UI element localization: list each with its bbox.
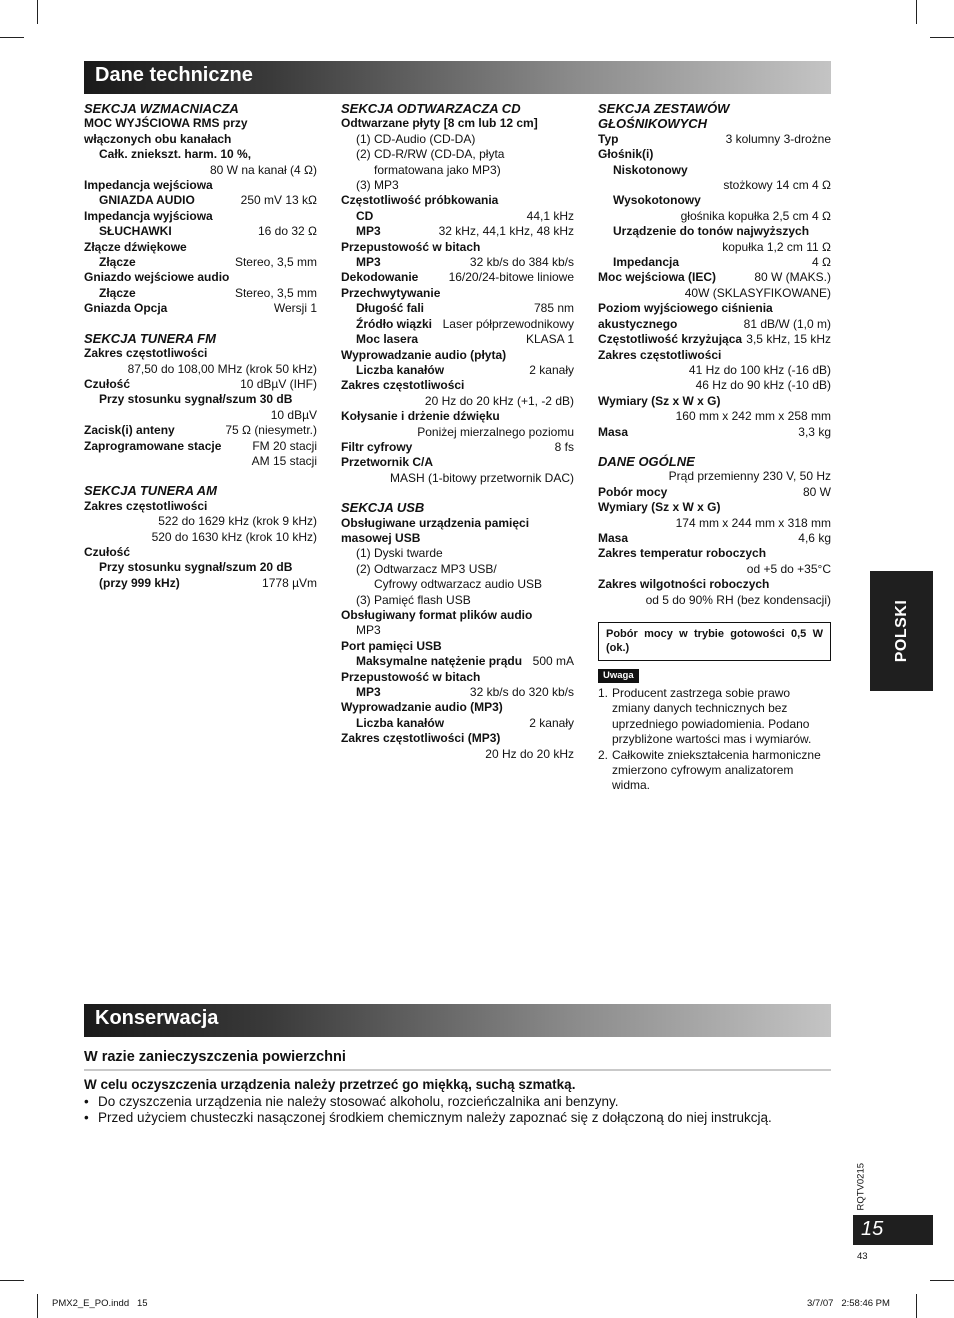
spec-row <box>84 423 317 438</box>
page-number-box <box>853 1215 933 1245</box>
spec-value: 8 fs <box>554 439 574 454</box>
spec-key: SŁUCHAWKI <box>99 224 172 239</box>
divider <box>84 1069 831 1071</box>
spec-label: Przepustowość w bitach <box>341 239 481 254</box>
spec-label: Kołysanie i drżenie dźwięku <box>341 409 500 424</box>
spec-key: Gniazda Opcja <box>84 301 168 316</box>
sub-page-number: 43 <box>857 1251 868 1262</box>
print-timestamp: 3/7/07 2:58:46 PM <box>807 1298 890 1309</box>
spec-row <box>598 425 831 440</box>
spec-row <box>84 377 317 392</box>
spec-value: 32 kb/s do 384 kb/s <box>469 255 574 270</box>
spec-key: (przy 999 kHz) <box>99 575 180 590</box>
spec-label: Zakres częstotliwości (MP3) <box>341 731 501 746</box>
spec-value: 3,3 kg <box>798 424 831 439</box>
spec-key: Zacisk(i) anteny <box>84 423 175 438</box>
spec-label: Niskotonowy <box>613 162 688 177</box>
spec-value: 20 Hz do 20 kHz (+1, -2 dB) <box>424 393 574 408</box>
crop-mark <box>930 37 954 38</box>
spec-row <box>84 439 317 454</box>
spec-value: 20 Hz do 20 kHz <box>485 746 574 761</box>
spec-label: Gniazdo wejściowe audio <box>84 270 230 285</box>
spec-key: MP3 <box>356 685 381 700</box>
spec-value: Wersji 1 <box>273 301 317 316</box>
spec-row <box>598 317 831 332</box>
spec-key: Czułość <box>84 376 131 391</box>
note-item <box>598 686 831 748</box>
spec-row <box>598 332 831 347</box>
crop-mark <box>916 0 917 24</box>
spec-key: MP3 <box>356 255 381 270</box>
spec-value: 32 kHz, 44,1 kHz, 48 kHz <box>438 224 574 239</box>
spec-row <box>341 363 574 378</box>
spec-value: 500 mA <box>532 654 574 669</box>
spec-value: od 5 do 90% RH (bez kondensacji) <box>645 592 831 607</box>
spec-label: włączonych obu kanałach <box>84 131 232 146</box>
notes-list <box>598 686 831 794</box>
spec-label: Zakres częstotliwości <box>341 378 465 393</box>
spec-value: 4,6 kg <box>798 530 831 545</box>
spec-value: od +5 do +35°C <box>746 561 831 576</box>
spec-row <box>84 576 317 591</box>
spec-key: Źródło wiązki <box>356 316 433 331</box>
spec-value: 80 W (MAKS.) <box>754 270 831 285</box>
spec-row <box>341 654 574 669</box>
spec-row <box>341 685 574 700</box>
spec-column-1 <box>84 101 317 591</box>
spec-key: Maksymalne natężenie prądu <box>356 654 523 669</box>
spec-value: 160 mm x 242 mm x 258 mm <box>675 409 831 424</box>
spec-label: Impedancja wejściowa <box>84 178 213 193</box>
spec-label: Czułość <box>84 544 131 559</box>
spec-key: akustycznego <box>598 316 678 331</box>
spec-row <box>598 132 831 147</box>
maintenance-bullet: • Przed użyciem chusteczki nasączonej środkiem chemicznym należy zapoznać się z dołączoną do niej instrukcją. <box>84 1110 831 1127</box>
spec-column-3 <box>598 101 831 794</box>
spec-row <box>598 255 831 270</box>
note-item <box>598 748 831 794</box>
spec-value: 174 mm x 244 mm x 318 mm <box>675 515 831 530</box>
section-header-fm: SEKCJA TUNERA FM <box>84 330 216 346</box>
spec-key: GNIAZDA AUDIO <box>99 193 195 208</box>
spec-row <box>341 224 574 239</box>
spec-value: 16 do 32 Ω <box>257 224 317 239</box>
spec-key: Długość fali <box>356 301 425 316</box>
spec-value: 32 kb/s do 320 kb/s <box>469 685 574 700</box>
spec-key: Moc wejściowa (IEC) <box>598 270 717 285</box>
note-number: 1. <box>598 686 609 700</box>
spec-key: Typ <box>598 131 619 146</box>
spec-value: (2) Odtwarzacz MP3 USB/ <box>356 561 497 576</box>
spec-value: 46 Hz do 90 kHz (-10 dB) <box>695 378 831 393</box>
spec-row <box>598 531 831 546</box>
spec-label: Wymiary (Sz x W x G) <box>598 500 721 515</box>
spec-value: 3,5 kHz, 15 kHz <box>746 332 831 347</box>
spec-label: Wyprowadzanie audio (MP3) <box>341 700 503 715</box>
spec-label: masowej USB <box>341 530 421 545</box>
spec-value: 75 Ω (niesymetr.) <box>225 423 317 438</box>
spec-label: Zakres częstotliwości <box>84 498 208 513</box>
spec-row <box>84 301 317 316</box>
crop-mark <box>37 1294 38 1318</box>
spec-label: Przechwytywanie <box>341 285 441 300</box>
spec-value: MASH (1-bitowy przetwornik DAC) <box>389 470 574 485</box>
spec-label: Wyprowadzanie audio (płyta) <box>341 347 507 362</box>
language-tab-label: POLSKI <box>892 599 910 663</box>
page-number: 15 <box>861 1218 884 1240</box>
section-header-usb: SEKCJA USB <box>341 500 425 516</box>
note-text: Producent zastrzega sobie prawo zmiany danych technicznych bez uprzedniego powiadomienia. Podano przybliżone wartości mas i wymiarów. <box>612 686 812 747</box>
spec-label: Przepustowość w bitach <box>341 669 481 684</box>
spec-label: Wysokotonowy <box>613 193 701 208</box>
spec-value: Laser półprzewodnikowy <box>442 316 574 331</box>
document-code: RQTV0215 <box>855 1162 867 1211</box>
crop-mark <box>0 37 24 38</box>
spec-value: 87,50 do 108,00 MHz (krok 50 kHz) <box>127 361 317 376</box>
note-number: 2. <box>598 747 609 762</box>
maintenance-body <box>84 1077 831 1127</box>
section-header-speakers-line2: GŁOŚNIKOWYCH <box>598 116 708 132</box>
spec-key: CD <box>356 208 374 223</box>
spec-value: Prąd przemienny 230 V, 50 Hz <box>668 469 831 484</box>
spec-value: KLASA 1 <box>525 332 574 347</box>
maintenance-subtitle: W razie zanieczyszczenia powierzchni <box>84 1049 346 1065</box>
spec-value: 3 kolumny 3-drożne <box>725 131 831 146</box>
spec-column-2 <box>341 101 574 762</box>
spec-value: 41 Hz do 100 kHz (-16 dB) <box>688 362 831 377</box>
spec-row <box>341 440 574 455</box>
spec-label: Zakres temperatur roboczych <box>598 546 767 561</box>
spec-label: Port pamięci USB <box>341 638 442 653</box>
spec-value: (2) CD-R/RW (CD-DA, płyta <box>356 147 505 162</box>
spec-value: MP3 <box>356 623 381 638</box>
spec-value: (3) Pamięć flash USB <box>356 592 471 607</box>
note-badge: Uwaga <box>598 669 639 683</box>
spec-value: 44,1 kHz <box>526 208 574 223</box>
maintenance-bullet: • Do czyszczenia urządzenia nie należy stosować alkoholu, rozcieńczalnika ani benzyny. <box>84 1094 831 1111</box>
spec-label: Złącze dźwiękowe <box>84 239 187 254</box>
spec-value: kopułka 1,2 cm 11 Ω <box>722 239 831 254</box>
spec-value: Stereo, 3,5 mm <box>234 255 317 270</box>
standby-power-notice: Pobór mocy w trybie gotowości 0,5 W (ok.) <box>598 622 831 661</box>
crop-mark <box>0 1280 24 1281</box>
spec-value: 2 kanały <box>529 715 574 730</box>
spec-value: FM 20 stacji <box>252 438 317 453</box>
spec-row <box>341 716 574 731</box>
section-title-bar <box>84 61 831 94</box>
spec-row <box>341 209 574 224</box>
spec-label: Poziom wyjściowego ciśnienia <box>598 301 773 316</box>
spec-label: Zakres częstotliwości <box>84 346 208 361</box>
spec-value: AM 15 stacji <box>251 453 317 468</box>
maintenance-title: Konserwacja <box>95 1007 219 1029</box>
spec-label: Przy stosunku sygnał/szum 20 dB <box>99 560 293 575</box>
spec-value: 1778 µVm <box>262 575 317 590</box>
spec-key: Moc lasera <box>356 332 419 347</box>
spec-row <box>84 193 317 208</box>
spec-value: Poniżej mierzalnego poziomu <box>417 424 574 439</box>
spec-key: Złącze <box>99 255 136 270</box>
spec-label: Całk. zniekszt. harm. 10 %, <box>99 147 252 162</box>
section-header-speakers: SEKCJA ZESTAWÓW <box>598 101 730 116</box>
spec-value: 16/20/24-bitowe liniowe <box>448 270 574 285</box>
spec-key: Masa <box>598 424 629 439</box>
spec-value: 40W (SKLASYFIKOWANE) <box>684 285 831 300</box>
spec-row <box>84 255 317 270</box>
spec-value: stożkowy 14 cm 4 Ω <box>723 178 831 193</box>
spec-value: (1) Dyski twarde <box>356 546 443 561</box>
spec-value: 4 Ω <box>812 255 831 270</box>
crop-mark <box>37 0 38 24</box>
file-name: PMX2_E_PO.indd 15 <box>52 1298 148 1309</box>
spec-row <box>598 485 831 500</box>
spec-label: Obsługiwany format plików audio <box>341 608 533 622</box>
spec-value: 81 dB/W (1,0 m) <box>743 316 831 331</box>
spec-row <box>598 270 831 285</box>
language-tab <box>870 571 933 691</box>
spec-label: Głośnik(i) <box>598 147 654 162</box>
spec-value: (1) CD-Audio (CD-DA) <box>356 131 476 146</box>
spec-key: Dekodowanie <box>341 270 419 285</box>
spec-value: 250 mV 13 kΩ <box>240 193 317 208</box>
spec-row <box>341 301 574 316</box>
spec-label: MOC WYJŚCIOWA RMS przy <box>84 116 248 131</box>
spec-value: 80 W <box>802 484 831 499</box>
spec-label: Odtwarzane płyty [8 cm lub 12 cm] <box>341 116 538 131</box>
spec-value: formatowana jako MP3) <box>374 162 501 177</box>
crop-mark <box>916 1294 917 1318</box>
spec-key: Impedancja <box>613 255 680 270</box>
spec-key: Zaprogramowane stacje <box>84 438 222 453</box>
spec-value: 520 do 1630 kHz (krok 10 kHz) <box>151 529 317 544</box>
spec-key: Liczba kanałów <box>356 715 445 730</box>
section-header-cd: SEKCJA ODTWARZACZA CD <box>341 101 521 116</box>
spec-value: 10 dBµV <box>270 407 317 422</box>
spec-label: Urządzenie do tonów najwyższych <box>613 224 810 239</box>
spec-label: Zakres wilgotności roboczych <box>598 577 770 592</box>
spec-label: Przetwornik C/A <box>341 455 434 470</box>
spec-key: Złącze <box>99 285 136 300</box>
crop-mark <box>930 1280 954 1281</box>
maintenance-title-bar <box>84 1004 831 1037</box>
spec-value: 522 do 1629 kHz (krok 9 kHz) <box>158 514 317 529</box>
spec-row <box>341 317 574 332</box>
maintenance-lead: W celu oczyszczenia urządzenia należy przetrzeć go miękką, suchą szmatką. <box>84 1077 576 1092</box>
spec-key: Liczba kanałów <box>356 362 445 377</box>
spec-row <box>84 224 317 239</box>
spec-label: Przy stosunku sygnał/szum 30 dB <box>99 392 293 407</box>
note-text: Całkowite zniekształcenia harmoniczne zmierzono cyfrowym analizatorem widma. <box>612 747 821 793</box>
spec-key: Filtr cyfrowy <box>341 439 413 454</box>
page-title: Dane techniczne <box>95 64 253 86</box>
spec-label: Zakres częstotliwości <box>598 347 722 362</box>
spec-label: Obsługiwane urządzenia pamięci <box>341 515 530 530</box>
spec-key: Masa <box>598 530 629 545</box>
spec-row <box>84 286 317 301</box>
spec-label: Częstotliwość próbkowania <box>341 193 499 208</box>
spec-value: 80 W na kanał (4 Ω) <box>209 162 317 177</box>
section-header-amplifier: SEKCJA WZMACNIACZA <box>84 101 239 116</box>
section-header-am: SEKCJA TUNERA AM <box>84 483 217 499</box>
spec-label: Wymiary (Sz x W x G) <box>598 393 721 408</box>
spec-value: 10 dBµV (IHF) <box>240 376 317 391</box>
spec-value: (3) MP3 <box>356 178 399 193</box>
spec-value: głośnika kopułka 2,5 cm 4 Ω <box>680 208 831 223</box>
spec-row <box>341 255 574 270</box>
section-header-general: DANE OGÓLNE <box>598 453 695 469</box>
spec-row <box>341 270 574 285</box>
spec-value: Cyfrowy odtwarzacz audio USB <box>374 577 543 592</box>
spec-value: Stereo, 3,5 mm <box>234 285 317 300</box>
spec-value: 2 kanały <box>529 362 574 377</box>
spec-row <box>341 332 574 347</box>
spec-value: 785 nm <box>533 301 574 316</box>
spec-key: Pobór mocy <box>598 484 668 499</box>
spec-key: Częstotliwość krzyżująca <box>598 332 743 347</box>
spec-label: Impedancja wyjściowa <box>84 208 213 223</box>
spec-key: MP3 <box>356 224 381 239</box>
